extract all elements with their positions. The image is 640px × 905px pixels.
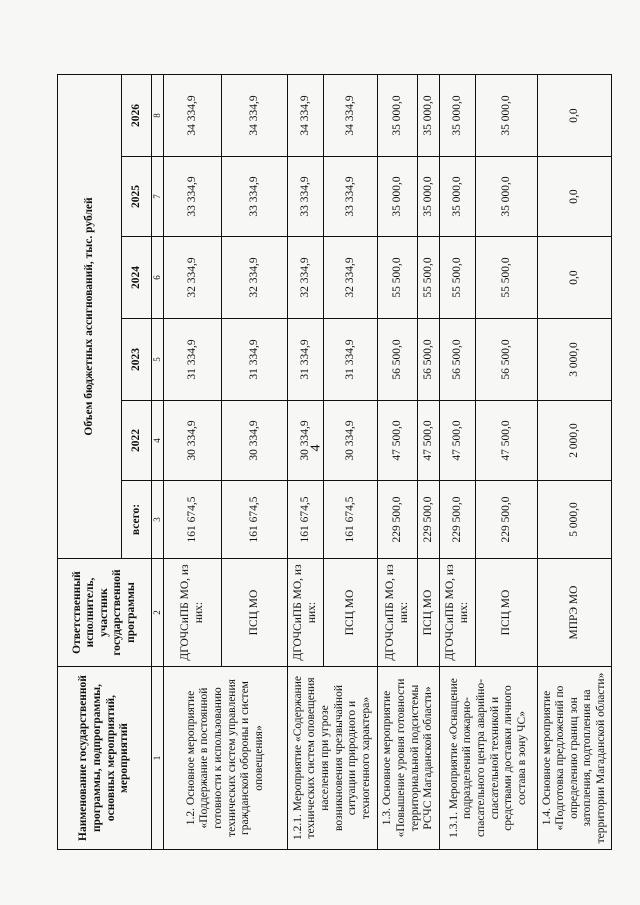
row-value: 56 500,0 xyxy=(440,319,476,401)
row-value: 55 500,0 xyxy=(418,237,440,319)
row-responsible: ПСЦ МО xyxy=(476,559,538,667)
column-number: 5 xyxy=(152,319,164,401)
table-row xyxy=(164,75,222,850)
row-value: 55 500,0 xyxy=(378,237,418,319)
budget-table xyxy=(57,74,612,850)
row-value: 35 000,0 xyxy=(378,75,418,157)
row-name: 1.3. Основное мероприятие «Повышение уровня готовности территориальной подсистемы РСЧС Магаданской области» xyxy=(378,667,440,850)
row-value: 161 674,5 xyxy=(288,481,324,559)
row-value: 32 334,9 xyxy=(288,237,324,319)
row-value: 35 000,0 xyxy=(418,157,440,237)
column-number: 7 xyxy=(152,157,164,237)
header-year: 2022 xyxy=(122,401,152,481)
header-responsible: Ответственный исполнитель, участник государственной программы xyxy=(58,559,152,667)
row-value: 32 334,9 xyxy=(324,237,378,319)
row-responsible: МПРЭ МО xyxy=(538,559,612,667)
row-value: 33 334,9 xyxy=(164,157,222,237)
header-year: 2023 xyxy=(122,319,152,401)
row-value: 34 334,9 xyxy=(288,75,324,157)
header-name: Наименование государственной программы, подпрограммы, основных мероприятий, мероприятий xyxy=(58,667,152,850)
row-value: 30 334,9 xyxy=(288,401,324,481)
row-name: 1.2.1. Мероприятие «Содержание технических систем оповещения населения при угрозе возникновения чрезвычайной ситуации природного и техногенного характера» xyxy=(288,667,378,850)
row-value: 0,0 xyxy=(538,237,612,319)
row-value: 35 000,0 xyxy=(440,75,476,157)
row-value: 30 334,9 xyxy=(222,401,288,481)
row-responsible: ПСЦ МО xyxy=(324,559,378,667)
header-year: 2025 xyxy=(122,157,152,237)
row-value: 34 334,9 xyxy=(222,75,288,157)
row-value: 35 000,0 xyxy=(440,157,476,237)
row-name: 1.4. Основное мероприятие «Подготовка предложений по определению границ зон затопления, подтопления на территории Магаданской области» xyxy=(538,667,612,850)
row-value: 0,0 xyxy=(538,75,612,157)
row-value: 33 334,9 xyxy=(222,157,288,237)
row-value: 33 334,9 xyxy=(288,157,324,237)
header-total: всего: xyxy=(122,481,152,559)
column-number: 3 xyxy=(152,481,164,559)
page-number: 4 xyxy=(308,444,324,452)
column-number: 2 xyxy=(152,559,164,667)
row-value: 30 334,9 xyxy=(164,401,222,481)
row-value: 47 500,0 xyxy=(440,401,476,481)
row-value: 35 000,0 xyxy=(476,157,538,237)
row-value: 161 674,5 xyxy=(164,481,222,559)
row-value: 55 500,0 xyxy=(476,237,538,319)
row-value: 47 500,0 xyxy=(378,401,418,481)
row-responsible: ДГОЧСиПБ МО, из них: xyxy=(164,559,222,667)
row-name: 1.3.1. Мероприятие «Оснащение подразделений пожарно-спасательного центра аварийно-спасательной техникой и средствами доставки личного состава в зону ЧС» xyxy=(440,667,538,850)
row-value: 229 500,0 xyxy=(418,481,440,559)
row-value: 56 500,0 xyxy=(418,319,440,401)
row-value: 35 000,0 xyxy=(476,75,538,157)
row-value: 31 334,9 xyxy=(222,319,288,401)
rotated-page-content xyxy=(57,75,627,850)
column-number: 4 xyxy=(152,401,164,481)
row-value: 30 334,9 xyxy=(324,401,378,481)
table-row xyxy=(538,75,612,850)
row-value: 229 500,0 xyxy=(476,481,538,559)
row-value: 35 000,0 xyxy=(378,157,418,237)
row-value: 32 334,9 xyxy=(164,237,222,319)
row-value: 229 500,0 xyxy=(378,481,418,559)
row-value: 161 674,5 xyxy=(222,481,288,559)
row-responsible: ПСЦ МО xyxy=(222,559,288,667)
row-value: 34 334,9 xyxy=(324,75,378,157)
row-value: 0,0 xyxy=(538,157,612,237)
row-value: 5 000,0 xyxy=(538,481,612,559)
table-row xyxy=(440,75,476,850)
column-number: 8 xyxy=(152,75,164,157)
row-value: 32 334,9 xyxy=(222,237,288,319)
row-name: 1.2. Основное мероприятие «Поддержание в постоянной готовности к использованию технических систем управления гражданской обороны и систем оповещения» xyxy=(164,667,288,850)
row-value: 33 334,9 xyxy=(324,157,378,237)
row-value: 31 334,9 xyxy=(164,319,222,401)
header-budget-group: Объем бюджетных ассигнований, тыс. рублей xyxy=(58,75,122,559)
row-value: 2 000,0 xyxy=(538,401,612,481)
row-value: 47 500,0 xyxy=(476,401,538,481)
row-value: 161 674,5 xyxy=(324,481,378,559)
row-value: 55 500,0 xyxy=(440,237,476,319)
column-number: 1 xyxy=(152,667,164,850)
table-row xyxy=(288,75,324,850)
row-responsible: ДГОЧСиПБ МО, из них: xyxy=(378,559,418,667)
row-value: 31 334,9 xyxy=(288,319,324,401)
row-value: 35 000,0 xyxy=(418,75,440,157)
row-responsible: ДГОЧСиПБ МО, из них: xyxy=(440,559,476,667)
row-responsible: ДГОЧСиПБ МО, из них: xyxy=(288,559,324,667)
row-value: 229 500,0 xyxy=(440,481,476,559)
header-year: 2024 xyxy=(122,237,152,319)
row-value: 34 334,9 xyxy=(164,75,222,157)
row-value: 56 500,0 xyxy=(476,319,538,401)
row-value: 47 500,0 xyxy=(418,401,440,481)
header-year: 2026 xyxy=(122,75,152,157)
row-value: 31 334,9 xyxy=(324,319,378,401)
row-value: 3 000,0 xyxy=(538,319,612,401)
row-responsible: ПСЦ МО xyxy=(418,559,440,667)
table-row xyxy=(378,75,418,850)
row-value: 56 500,0 xyxy=(378,319,418,401)
column-number: 6 xyxy=(152,237,164,319)
